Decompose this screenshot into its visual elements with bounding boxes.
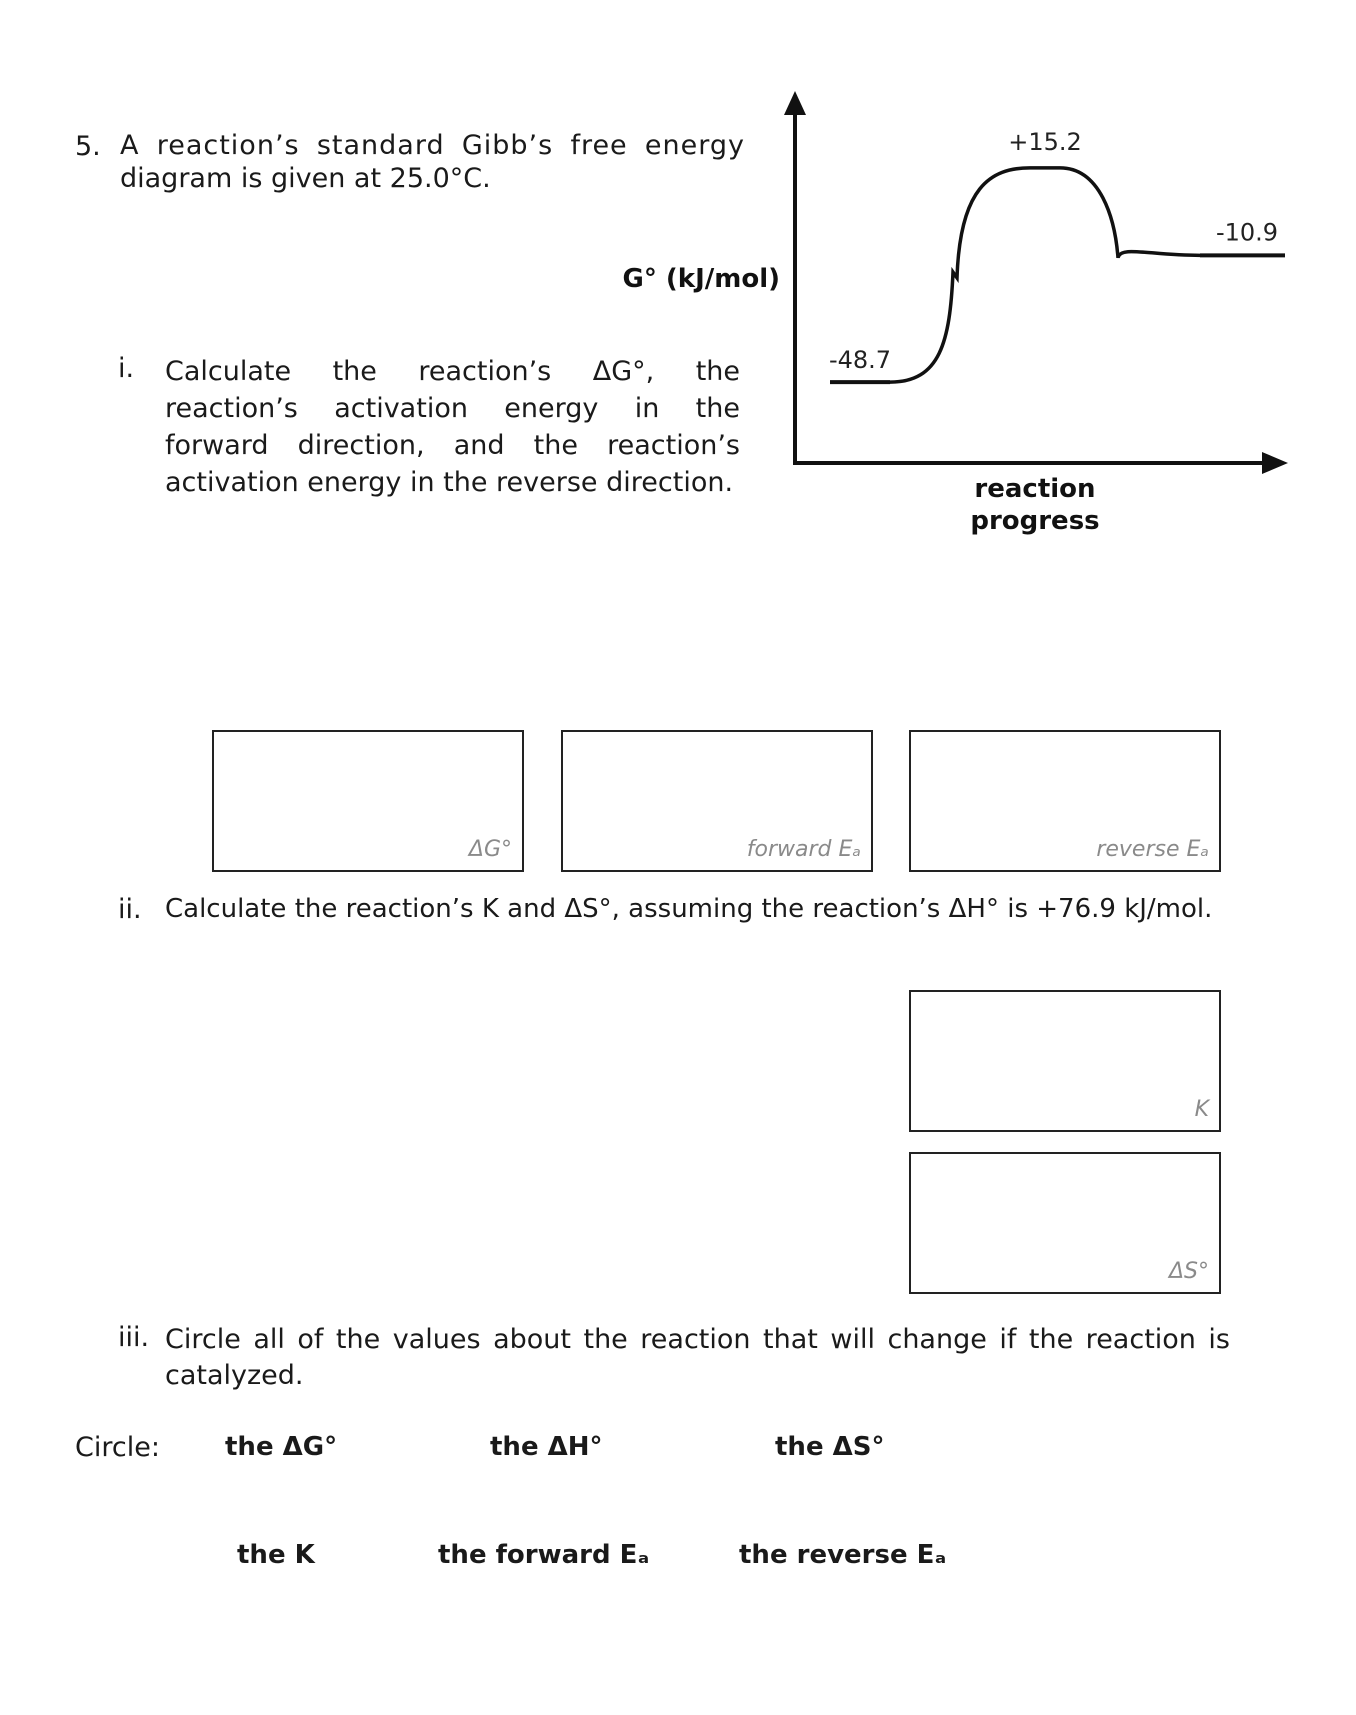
answer-box-delta-s[interactable] bbox=[909, 1152, 1221, 1294]
part-iii-text: Circle all of the values about the reaction that will change if the reaction is catalyzed. bbox=[165, 1324, 1230, 1391]
answer-box-label: reverse Eₐ bbox=[1096, 837, 1209, 862]
question-number: 5. bbox=[75, 131, 101, 162]
answer-box-k[interactable] bbox=[909, 990, 1221, 1132]
y-axis-label: G° (kJ/mol) bbox=[622, 264, 780, 294]
answer-box-reverse-ea[interactable] bbox=[909, 730, 1221, 872]
part-i-number: i. bbox=[118, 353, 135, 384]
option-delta-s[interactable]: the ΔS° bbox=[775, 1432, 885, 1462]
answer-box-delta-g[interactable] bbox=[212, 730, 524, 872]
option-delta-h[interactable]: the ΔH° bbox=[490, 1432, 603, 1462]
x-axis-label-line2: progress bbox=[970, 506, 1100, 536]
reactants-value-label: -48.7 bbox=[828, 346, 892, 375]
y-axis-arrow-icon bbox=[784, 91, 806, 115]
option-delta-g[interactable]: the ΔG° bbox=[225, 1432, 338, 1462]
option-forward-ea[interactable]: the forward Eₐ bbox=[438, 1540, 650, 1570]
question-text-line2: diagram is given at 25.0°C. bbox=[120, 163, 491, 194]
energy-curve bbox=[890, 168, 1200, 382]
answer-box-label: ΔG° bbox=[468, 837, 512, 862]
part-ii-text: Calculate the reaction’s K and ΔS°, assuming the reaction’s ΔH° is +76.9 kJ/mol. bbox=[165, 894, 1213, 924]
option-reverse-ea[interactable]: the reverse Eₐ bbox=[739, 1540, 947, 1570]
part-ii-number: ii. bbox=[118, 894, 142, 925]
answer-box-label: K bbox=[1194, 1097, 1209, 1122]
products-value-label: -10.9 bbox=[1215, 218, 1279, 247]
answer-box-forward-ea[interactable] bbox=[561, 730, 873, 872]
part-iii-number: iii. bbox=[118, 1322, 150, 1353]
x-axis-arrow-icon bbox=[1262, 452, 1288, 474]
answer-box-label: ΔS° bbox=[1168, 1259, 1209, 1284]
option-k[interactable]: the K bbox=[237, 1540, 315, 1570]
part-i-text: Calculate the reaction’s ΔG°, the reaction’s activation energy in the forward direction, and the reaction’s activation energy in the reverse direction. bbox=[165, 356, 740, 498]
circle-label: Circle: bbox=[75, 1432, 160, 1463]
transition-state-value-label: +15.2 bbox=[1008, 127, 1082, 156]
question-text-line1: A reaction’s standard Gibb’s free energy bbox=[120, 130, 745, 161]
answer-box-label: forward Eₐ bbox=[746, 837, 861, 862]
x-axis-label-line1: reaction bbox=[974, 474, 1096, 504]
